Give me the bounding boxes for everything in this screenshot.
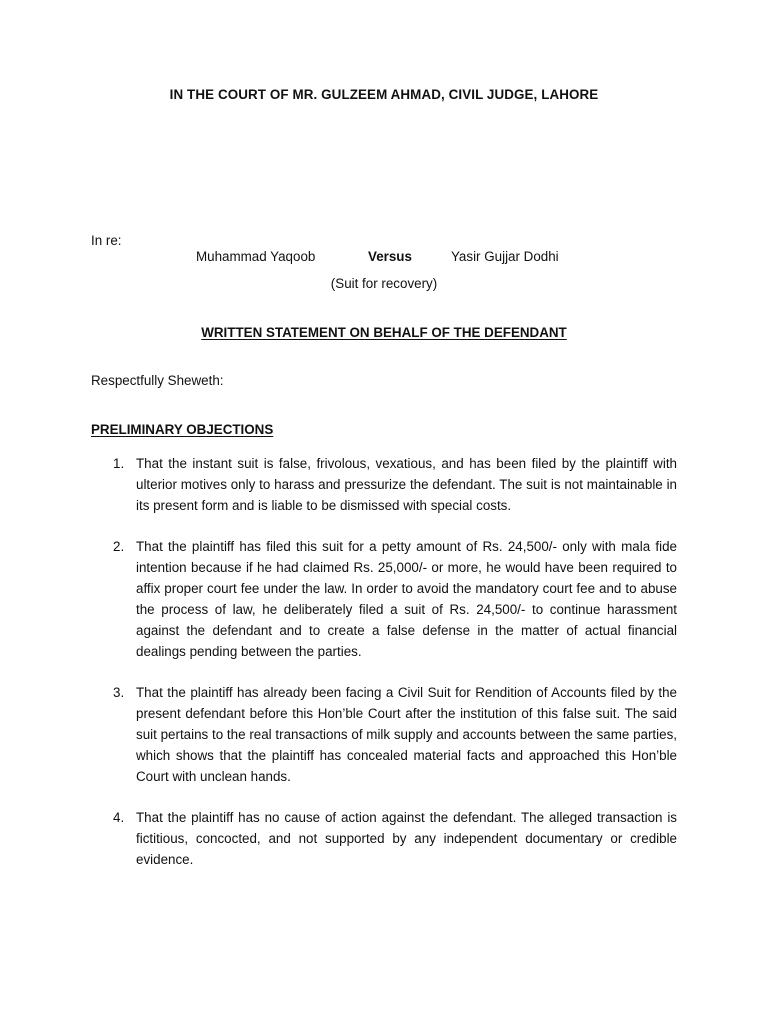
objection-text: That the plaintiff has filed this suit for a petty amount of Rs. 24,500/- only with mala fide intention because if he had claimed Rs. 25,000/- or more, he would have been required to affix proper court fee under the law. In order to avoid the mandatory court fee and to abuse the process of law, he deliberately filed a suit of Rs. 24,500/- to continue harassment against the defendant and to create a false defense in the matter of actual financial dealings pending between the parties.: [136, 539, 677, 659]
objection-text: That the plaintiff has already been facing a Civil Suit for Rendition of Accounts filed by the present defendant before this Hon’ble Court after the institution of this false suit. The said suit pertains to the real transactions of milk supply and accounts between the same parties, which shows that the plaintiff has concealed material facts and approached this Hon’ble Court with unclean hands.: [136, 685, 677, 784]
suit-type: (Suit for recovery): [330, 276, 438, 291]
defendant-name: Yasir Gujjar Dodhi: [451, 249, 559, 264]
in-re-label: In re:: [91, 233, 122, 248]
objection-item: [91, 536, 677, 662]
objection-item: [91, 453, 677, 516]
preliminary-objections-heading: PRELIMINARY OBJECTIONS: [91, 422, 274, 437]
objection-number: 2.: [113, 539, 125, 554]
versus-label: Versus: [368, 249, 412, 264]
objection-number: 3.: [113, 685, 125, 700]
parties-line: [196, 249, 616, 269]
objection-item: [91, 682, 677, 787]
objection-text: That the plaintiff has no cause of action against the defendant. The alleged transaction is fictitious, concocted, and not supported by any independent documentary or credible evidence.: [136, 810, 677, 867]
court-title: IN THE COURT OF MR. GULZEEM AHMAD, CIVIL JUDGE, LAHORE: [169, 87, 599, 102]
objections-list: [91, 453, 677, 890]
objection-number: 1.: [113, 456, 125, 471]
salutation: Respectfully Sheweth:: [91, 373, 224, 388]
objection-number: 4.: [113, 810, 125, 825]
written-statement-heading: WRITTEN STATEMENT ON BEHALF OF THE DEFENDANT: [201, 325, 567, 340]
plaintiff-name: Muhammad Yaqoob: [196, 249, 316, 264]
objection-item: [91, 807, 677, 870]
objection-text: That the instant suit is false, frivolous, vexatious, and has been filed by the plaintiff with ulterior motives only to harass and pressurize the defendant. The suit is not maintainable in its present form and is liable to be dismissed with special costs.: [136, 456, 677, 513]
